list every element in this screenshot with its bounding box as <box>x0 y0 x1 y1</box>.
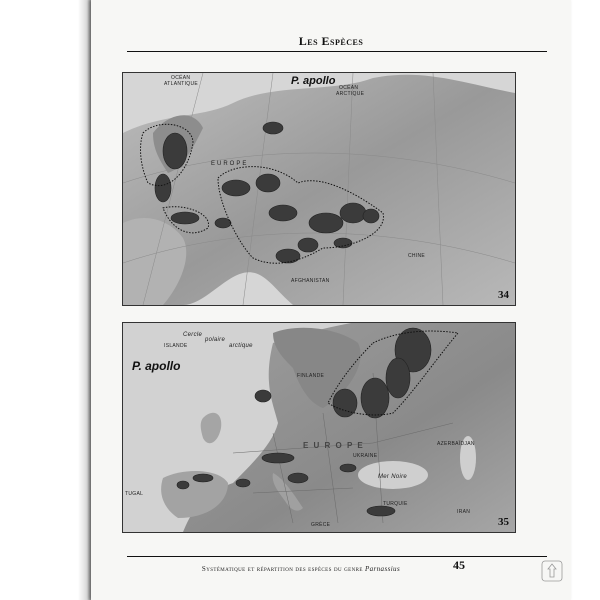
map-label-turquie: TURQUIE <box>383 501 408 507</box>
map-label-islande: ISLANDE <box>164 343 188 349</box>
figure-34-number: 34 <box>498 289 509 301</box>
map-label-mer-noire: Mer Noire <box>378 474 408 480</box>
page-number: 45 <box>453 558 465 572</box>
map-label-finlande: FINLANDE <box>297 373 325 379</box>
figure-34-species-label: P. apollo <box>291 75 336 87</box>
map-label-arctique: arctique <box>229 343 253 349</box>
map-label-ocean-arctique-2: ARCTIQUE <box>336 91 365 97</box>
map-label-polaire: polaire <box>205 337 226 343</box>
map-label-grece: GRÈCE <box>311 522 331 528</box>
map-label-ocean-atlantique-2: ATLANTIQUE <box>164 81 199 87</box>
map-label-europe-35: E U R O P E <box>303 441 365 450</box>
map-34-graphic <box>123 73 515 305</box>
map-label-tugal: TUGAL <box>125 491 144 497</box>
map-label-ocean-arctique-1: OCÉAN <box>339 85 359 91</box>
map-figure-34 <box>122 72 516 306</box>
map-label-ukraine: UKRAINE <box>353 453 378 459</box>
map-label-afghanistan: AFGHANISTAN <box>291 278 330 284</box>
page-header-title: Les Espèces <box>298 34 364 48</box>
map-label-europe-34: EUROPE <box>211 161 249 167</box>
page-edge-shadow <box>78 0 91 600</box>
figure-35-number: 35 <box>498 516 509 528</box>
footer-text-start: Systématique et répartition des espèces du genre <box>201 565 365 573</box>
figure-35-species-label: P. apollo <box>132 359 181 373</box>
publisher-emblem-icon <box>541 560 563 582</box>
map-label-cercle: Cercle <box>183 332 203 338</box>
footer-genus: Parnassius <box>364 565 401 573</box>
map-label-azerbaidjan: AZERBAÏDJAN <box>437 441 475 447</box>
map-label-ocean-atlantique-1: OCÉAN <box>171 75 191 81</box>
book-page <box>91 0 571 600</box>
map-label-iran: IRAN <box>457 509 471 515</box>
map-35-graphic <box>123 323 515 532</box>
header-rule <box>127 51 547 52</box>
footer-rule <box>127 556 547 557</box>
footer-running-title <box>91 565 511 573</box>
map-figure-35 <box>122 322 516 533</box>
map-label-chine: CHINE <box>408 253 426 259</box>
